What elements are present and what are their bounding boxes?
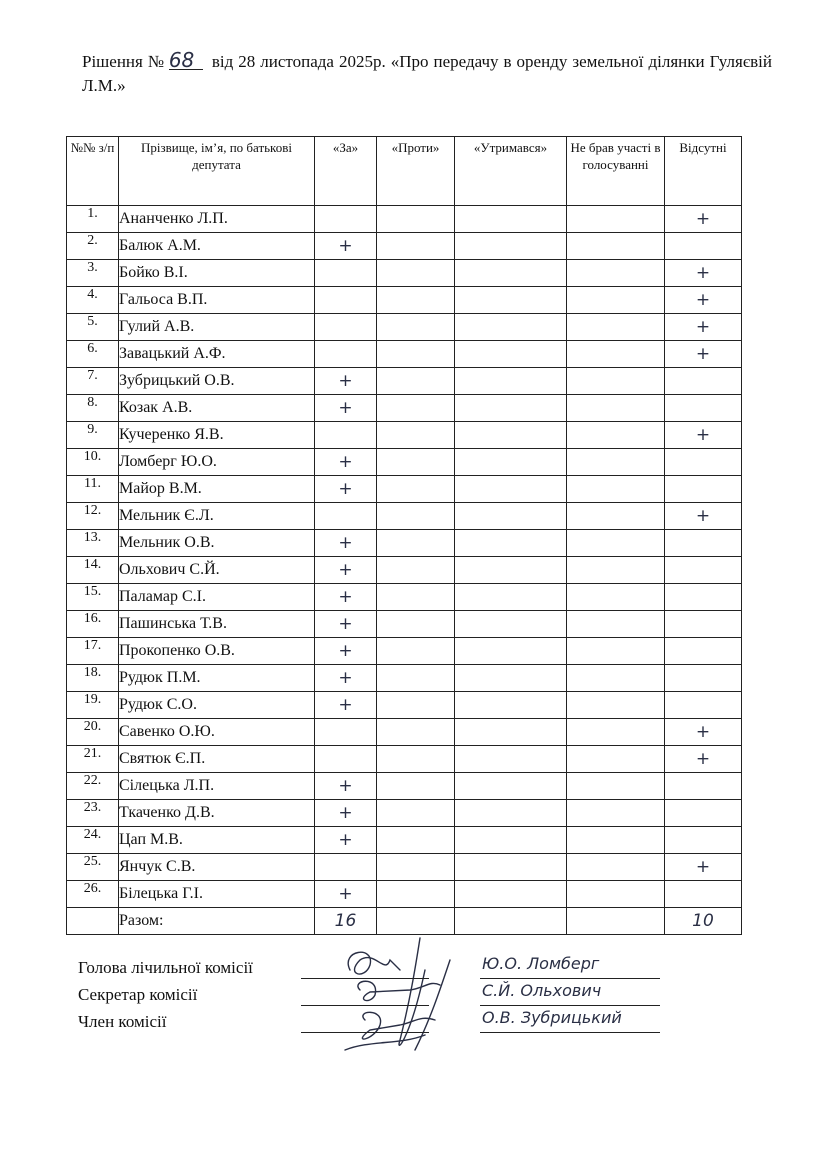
deputy-name: Рудюк С.О.	[119, 692, 315, 719]
table-row	[67, 665, 742, 692]
row-number: 26.	[67, 881, 119, 908]
vote-utrymavsia	[455, 746, 567, 773]
decision-number: 68	[169, 51, 203, 70]
vote-ne-brav	[567, 449, 665, 476]
vote-proty	[377, 827, 455, 854]
vote-vidsutni: +	[665, 206, 742, 233]
vote-za: +	[315, 827, 377, 854]
vote-ne-brav	[567, 827, 665, 854]
vote-utrymavsia	[455, 881, 567, 908]
row-number: 7.	[67, 368, 119, 395]
row-number: 25.	[67, 854, 119, 881]
vote-ne-brav	[567, 503, 665, 530]
vote-vidsutni: +	[665, 260, 742, 287]
vote-ne-brav	[567, 638, 665, 665]
deputy-name: Ольхович С.Й.	[119, 557, 315, 584]
vote-utrymavsia	[455, 449, 567, 476]
vote-vidsutni	[665, 638, 742, 665]
vote-za: +	[315, 233, 377, 260]
vote-proty	[377, 692, 455, 719]
row-number: 14.	[67, 557, 119, 584]
vote-proty	[377, 719, 455, 746]
vote-ne-brav	[567, 881, 665, 908]
table-row	[67, 638, 742, 665]
vote-utrymavsia	[455, 476, 567, 503]
deputy-name: Сілецька Л.П.	[119, 773, 315, 800]
vote-za: +	[315, 395, 377, 422]
signature-role-member: Член комісії	[78, 1012, 167, 1031]
row-number: 20.	[67, 719, 119, 746]
deputy-name: Мельник О.В.	[119, 530, 315, 557]
vote-ne-brav	[567, 368, 665, 395]
signature-line-secretary	[301, 1005, 429, 1006]
vote-utrymavsia	[455, 503, 567, 530]
vote-proty	[377, 773, 455, 800]
vote-proty	[377, 287, 455, 314]
vote-vidsutni	[665, 233, 742, 260]
total-label: Разом:	[119, 908, 315, 935]
header-vidsutni: Відсутні	[665, 137, 742, 206]
vote-ne-brav	[567, 260, 665, 287]
header-proty: «Проти»	[377, 137, 455, 206]
table-row	[67, 314, 742, 341]
vote-vidsutni	[665, 584, 742, 611]
vote-vidsutni	[665, 449, 742, 476]
signature-name-member: О.В. Зубрицький	[482, 1008, 622, 1027]
deputy-name: Ломберг Ю.О.	[119, 449, 315, 476]
vote-ne-brav	[567, 206, 665, 233]
table-row	[67, 422, 742, 449]
vote-ne-brav	[567, 746, 665, 773]
vote-proty	[377, 449, 455, 476]
deputy-name: Мельник Є.Л.	[119, 503, 315, 530]
row-number: 6.	[67, 341, 119, 368]
row-number: 1.	[67, 206, 119, 233]
vote-vidsutni	[665, 557, 742, 584]
decision-prefix: Рішення №	[82, 52, 165, 71]
total-ne-brav	[567, 908, 665, 935]
table-row	[67, 827, 742, 854]
vote-za: +	[315, 368, 377, 395]
header-ne-brav: Не брав участі в голосуванні	[567, 137, 665, 206]
signature-row-chair	[78, 956, 718, 983]
deputy-name: Гулий А.В.	[119, 314, 315, 341]
vote-proty	[377, 341, 455, 368]
table-row	[67, 368, 742, 395]
name-line-member	[480, 1032, 660, 1033]
signature-row-member	[78, 1010, 718, 1037]
vote-proty	[377, 233, 455, 260]
vote-utrymavsia	[455, 665, 567, 692]
vote-utrymavsia	[455, 719, 567, 746]
vote-utrymavsia	[455, 341, 567, 368]
row-number: 18.	[67, 665, 119, 692]
vote-za	[315, 341, 377, 368]
vote-utrymavsia	[455, 395, 567, 422]
vote-vidsutni	[665, 368, 742, 395]
row-number: 21.	[67, 746, 119, 773]
table-row	[67, 557, 742, 584]
vote-utrymavsia	[455, 287, 567, 314]
vote-utrymavsia	[455, 422, 567, 449]
vote-utrymavsia	[455, 368, 567, 395]
vote-ne-brav	[567, 314, 665, 341]
header-za: «За»	[315, 137, 377, 206]
vote-ne-brav	[567, 692, 665, 719]
vote-vidsutni	[665, 692, 742, 719]
vote-proty	[377, 530, 455, 557]
vote-proty	[377, 611, 455, 638]
vote-proty	[377, 503, 455, 530]
vote-ne-brav	[567, 665, 665, 692]
table-row	[67, 611, 742, 638]
vote-ne-brav	[567, 557, 665, 584]
table-row	[67, 260, 742, 287]
vote-proty	[377, 368, 455, 395]
vote-proty	[377, 557, 455, 584]
vote-ne-brav	[567, 530, 665, 557]
vote-za: +	[315, 530, 377, 557]
table-body	[67, 206, 742, 908]
vote-ne-brav	[567, 584, 665, 611]
vote-proty	[377, 395, 455, 422]
vote-ne-brav	[567, 395, 665, 422]
deputy-name: Білецька Г.І.	[119, 881, 315, 908]
row-number: 22.	[67, 773, 119, 800]
table-row	[67, 692, 742, 719]
row-number: 10.	[67, 449, 119, 476]
table-row	[67, 449, 742, 476]
signature-name-secretary: С.Й. Ольхович	[482, 981, 602, 1000]
signature-name-chair: Ю.О. Ломберг	[482, 954, 600, 973]
deputy-name: Кучеренко Я.В.	[119, 422, 315, 449]
signature-row-secretary	[78, 983, 718, 1010]
vote-ne-brav	[567, 341, 665, 368]
vote-utrymavsia	[455, 260, 567, 287]
table-row	[67, 206, 742, 233]
vote-ne-brav	[567, 611, 665, 638]
row-number: 19.	[67, 692, 119, 719]
vote-proty	[377, 314, 455, 341]
vote-vidsutni	[665, 530, 742, 557]
vote-za	[315, 206, 377, 233]
row-number: 12.	[67, 503, 119, 530]
deputy-name: Бойко В.І.	[119, 260, 315, 287]
vote-vidsutni	[665, 773, 742, 800]
vote-vidsutni: +	[665, 287, 742, 314]
vote-vidsutni	[665, 881, 742, 908]
deputy-name: Паламар С.І.	[119, 584, 315, 611]
vote-proty	[377, 476, 455, 503]
vote-proty	[377, 260, 455, 287]
vote-vidsutni: +	[665, 719, 742, 746]
vote-vidsutni: +	[665, 314, 742, 341]
table-row	[67, 773, 742, 800]
vote-proty	[377, 206, 455, 233]
signature-block	[78, 956, 718, 1037]
deputy-name: Пашинська Т.В.	[119, 611, 315, 638]
decision-title: від 28 листопада 2025р. «Про передачу в оренду земельної ділянки Гуляєвій Л.М.»	[82, 52, 773, 95]
vote-za	[315, 314, 377, 341]
vote-za	[315, 746, 377, 773]
vote-vidsutni: +	[665, 503, 742, 530]
vote-za	[315, 719, 377, 746]
table-header-row	[67, 137, 742, 206]
vote-za	[315, 260, 377, 287]
deputy-name: Цап М.В.	[119, 827, 315, 854]
signature-line-chair	[301, 978, 429, 979]
deputy-name: Савенко О.Ю.	[119, 719, 315, 746]
row-number: 23.	[67, 800, 119, 827]
deputy-name: Козак А.В.	[119, 395, 315, 422]
decision-header	[82, 50, 772, 98]
table-row	[67, 287, 742, 314]
deputy-name: Ткаченко Д.В.	[119, 800, 315, 827]
table-row	[67, 476, 742, 503]
deputy-name: Завацький А.Ф.	[119, 341, 315, 368]
table-row	[67, 530, 742, 557]
table-row	[67, 854, 742, 881]
vote-utrymavsia	[455, 206, 567, 233]
vote-ne-brav	[567, 800, 665, 827]
deputy-name: Рудюк П.М.	[119, 665, 315, 692]
vote-vidsutni: +	[665, 746, 742, 773]
table-row	[67, 503, 742, 530]
vote-vidsutni: +	[665, 854, 742, 881]
vote-vidsutni	[665, 395, 742, 422]
vote-utrymavsia	[455, 827, 567, 854]
vote-ne-brav	[567, 233, 665, 260]
row-number: 13.	[67, 530, 119, 557]
table-row	[67, 584, 742, 611]
vote-utrymavsia	[455, 584, 567, 611]
row-number: 17.	[67, 638, 119, 665]
vote-proty	[377, 881, 455, 908]
row-number: 2.	[67, 233, 119, 260]
signature-role-chair: Голова лічильної комісії	[78, 958, 253, 977]
vote-ne-brav	[567, 422, 665, 449]
vote-utrymavsia	[455, 233, 567, 260]
row-number: 24.	[67, 827, 119, 854]
vote-za: +	[315, 773, 377, 800]
vote-utrymavsia	[455, 692, 567, 719]
vote-proty	[377, 638, 455, 665]
vote-utrymavsia	[455, 638, 567, 665]
vote-za	[315, 422, 377, 449]
vote-za	[315, 287, 377, 314]
header-name: Прізвище, ім’я, по батькові депутата	[119, 137, 315, 206]
name-line-chair	[480, 978, 660, 979]
vote-utrymavsia	[455, 800, 567, 827]
vote-ne-brav	[567, 287, 665, 314]
table-row	[67, 746, 742, 773]
vote-utrymavsia	[455, 314, 567, 341]
deputy-name: Гальоса В.П.	[119, 287, 315, 314]
vote-proty	[377, 800, 455, 827]
vote-za: +	[315, 557, 377, 584]
vote-vidsutni	[665, 476, 742, 503]
vote-utrymavsia	[455, 530, 567, 557]
vote-proty	[377, 584, 455, 611]
vote-za: +	[315, 584, 377, 611]
total-vidsutni: 10	[665, 908, 742, 935]
row-number: 15.	[67, 584, 119, 611]
vote-ne-brav	[567, 773, 665, 800]
deputy-name: Балюк А.М.	[119, 233, 315, 260]
vote-za: +	[315, 665, 377, 692]
row-number: 3.	[67, 260, 119, 287]
vote-vidsutni	[665, 800, 742, 827]
vote-proty	[377, 854, 455, 881]
table-row	[67, 233, 742, 260]
vote-za: +	[315, 611, 377, 638]
vote-vidsutni	[665, 827, 742, 854]
vote-za: +	[315, 800, 377, 827]
deputy-name: Зубрицький О.В.	[119, 368, 315, 395]
vote-za	[315, 854, 377, 881]
table-row	[67, 395, 742, 422]
vote-za: +	[315, 692, 377, 719]
vote-ne-brav	[567, 476, 665, 503]
row-number: 11.	[67, 476, 119, 503]
vote-vidsutni: +	[665, 422, 742, 449]
deputy-name: Святюк Є.П.	[119, 746, 315, 773]
signature-role-secretary: Секретар комісії	[78, 985, 198, 1004]
vote-za: +	[315, 638, 377, 665]
vote-vidsutni	[665, 665, 742, 692]
row-number: 9.	[67, 422, 119, 449]
vote-za	[315, 503, 377, 530]
signature-line-member	[301, 1032, 429, 1033]
deputy-name: Янчук С.В.	[119, 854, 315, 881]
voting-table	[66, 136, 742, 935]
table-row	[67, 719, 742, 746]
deputy-name: Майор В.М.	[119, 476, 315, 503]
header-idx: №№ з/п	[67, 137, 119, 206]
vote-utrymavsia	[455, 557, 567, 584]
deputy-name: Прокопенко О.В.	[119, 638, 315, 665]
total-za: 16	[315, 908, 377, 935]
vote-vidsutni	[665, 611, 742, 638]
vote-ne-brav	[567, 854, 665, 881]
vote-utrymavsia	[455, 611, 567, 638]
vote-utrymavsia	[455, 773, 567, 800]
deputy-name: Ананченко Л.П.	[119, 206, 315, 233]
vote-vidsutni: +	[665, 341, 742, 368]
row-number: 4.	[67, 287, 119, 314]
table-row	[67, 881, 742, 908]
row-number: 16.	[67, 611, 119, 638]
total-idx-cell	[67, 908, 119, 935]
vote-za: +	[315, 881, 377, 908]
name-line-secretary	[480, 1005, 660, 1006]
header-utrymavsia: «Утримався»	[455, 137, 567, 206]
table-row	[67, 800, 742, 827]
row-number: 5.	[67, 314, 119, 341]
row-number: 8.	[67, 395, 119, 422]
vote-proty	[377, 746, 455, 773]
vote-za: +	[315, 476, 377, 503]
table-row	[67, 341, 742, 368]
vote-proty	[377, 422, 455, 449]
vote-za: +	[315, 449, 377, 476]
vote-utrymavsia	[455, 854, 567, 881]
vote-proty	[377, 665, 455, 692]
vote-ne-brav	[567, 719, 665, 746]
